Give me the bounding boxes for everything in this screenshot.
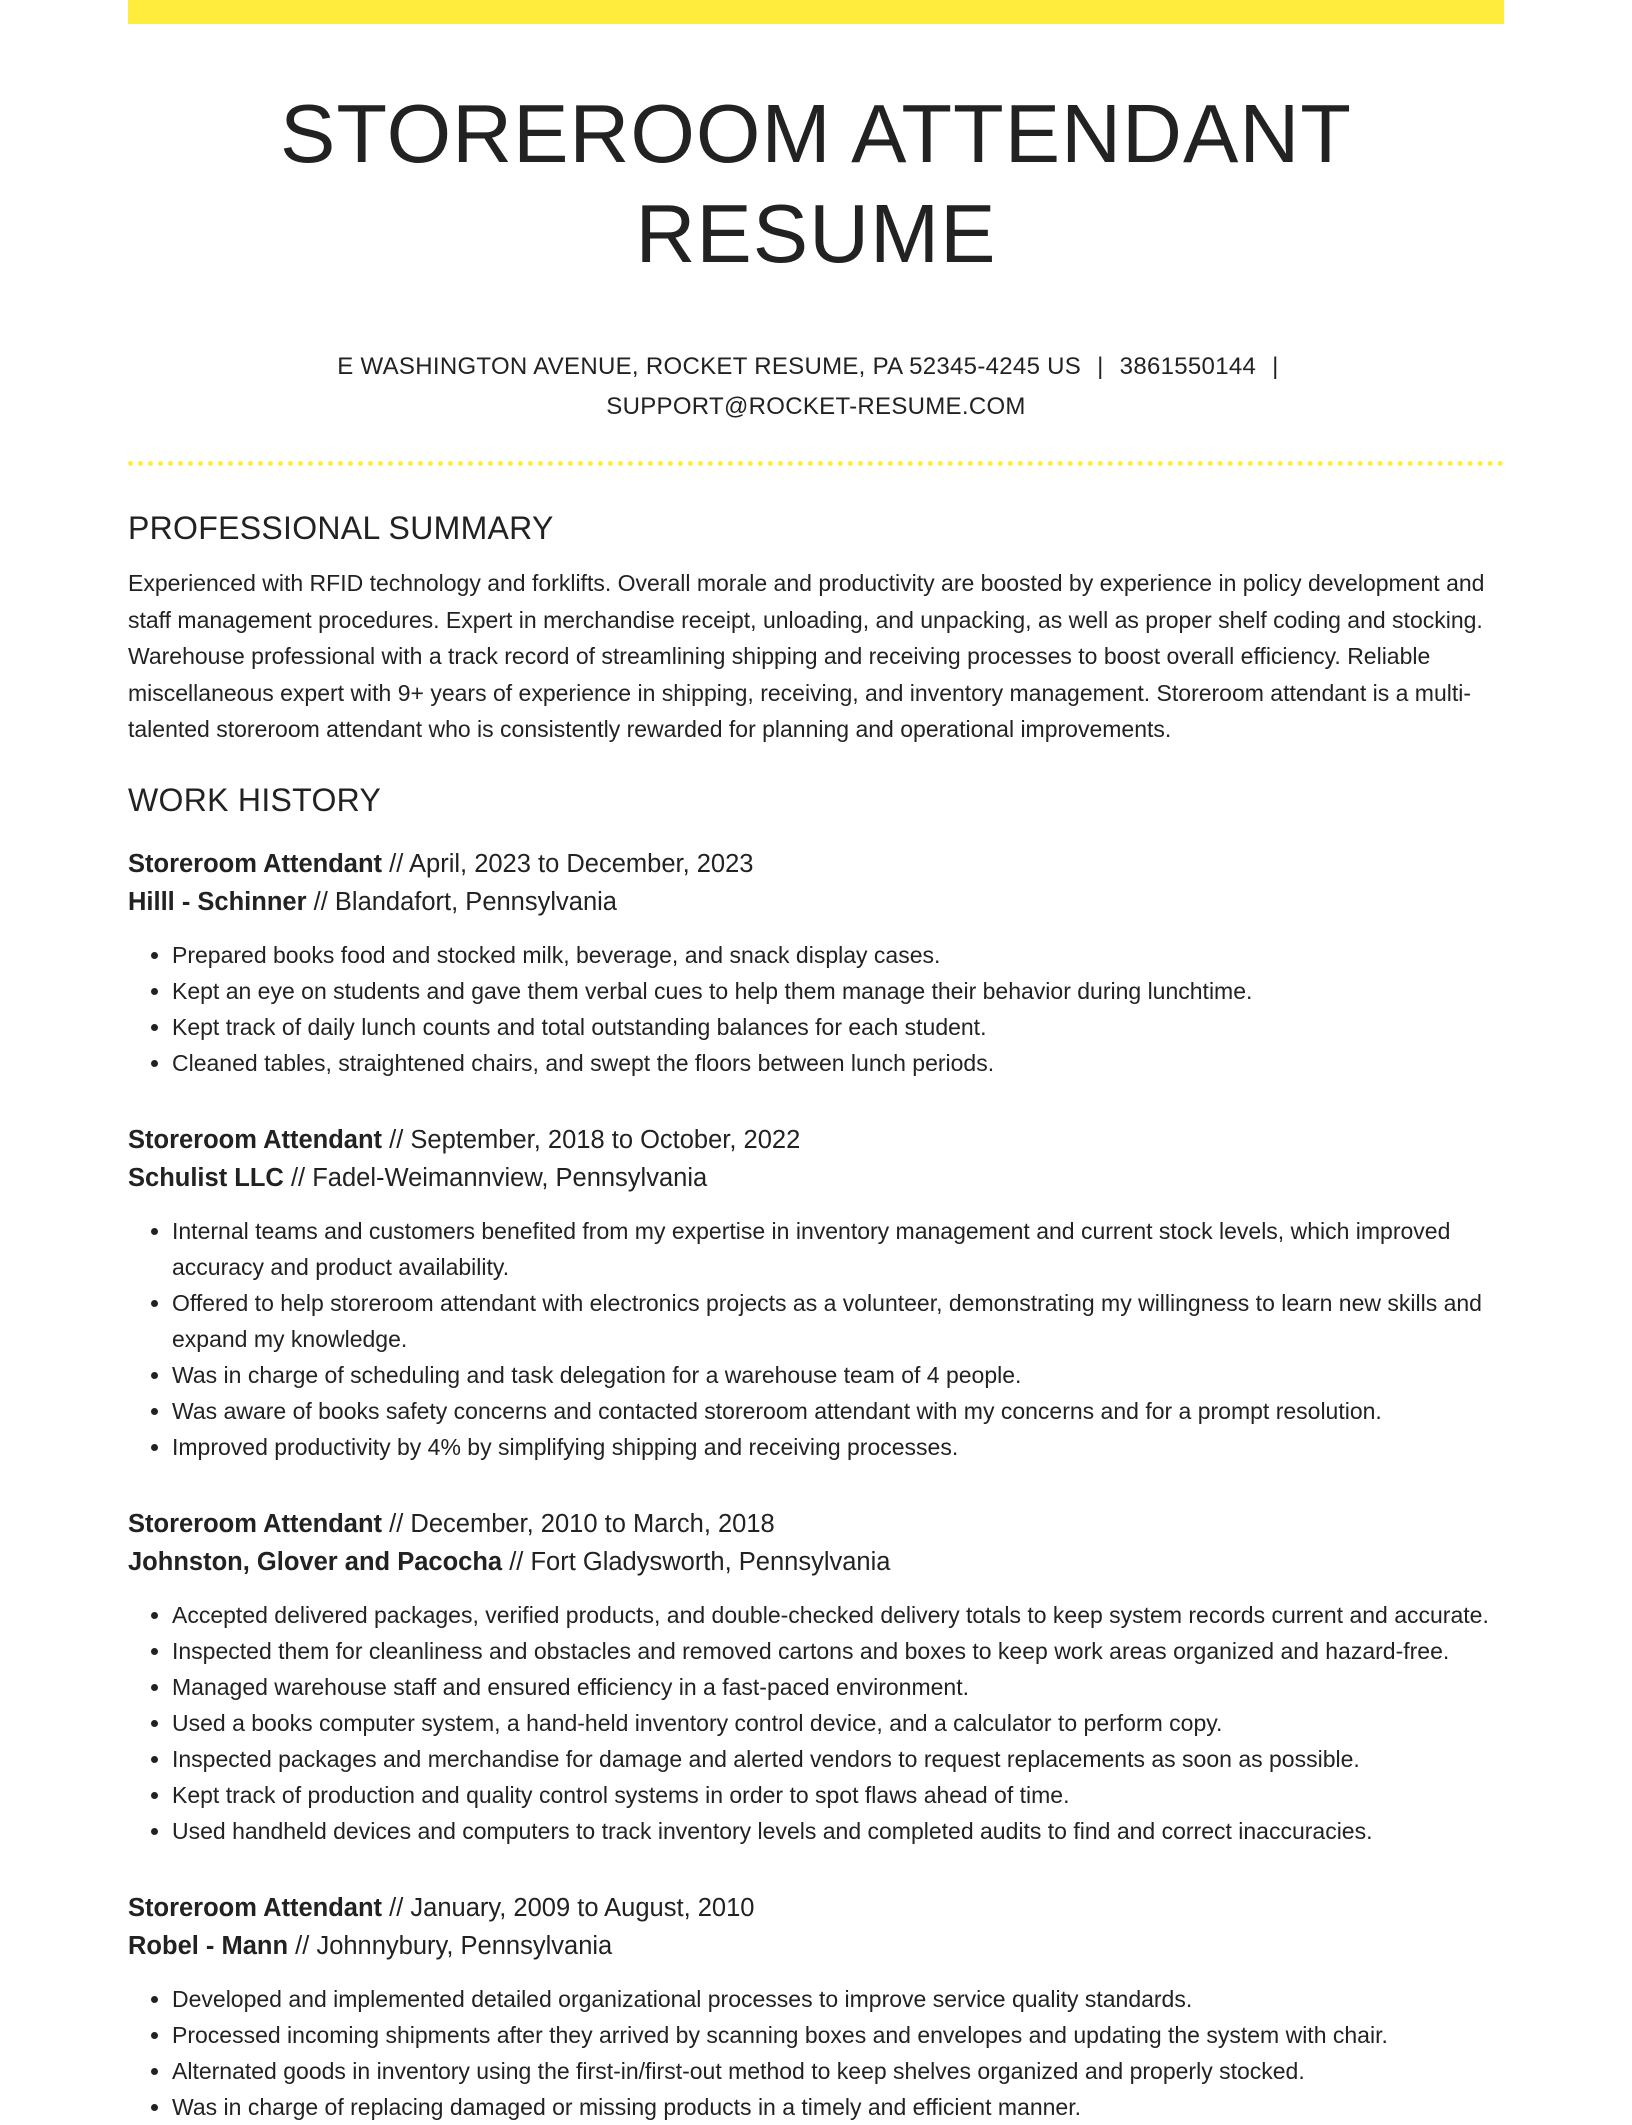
job-bullet: • Offered to help storeroom attendant with electronics projects as a volunteer, demonstrating my willingness to learn new skills and expand my knowledge. <box>172 1285 1504 1357</box>
divider: // <box>389 1893 404 1922</box>
job-bullet: • Developed and implemented detailed organizational processes to improve service quality standards. <box>172 1981 1504 2017</box>
summary-heading: PROFESSIONAL SUMMARY <box>128 510 554 547</box>
divider: // <box>389 1125 404 1154</box>
job-title-line <box>128 1889 1504 1927</box>
job-title: Storeroom Attendant <box>128 1893 383 1922</box>
job-bullet: • Kept track of daily lunch counts and total outstanding balances for each student. <box>172 1009 1504 1045</box>
job-bullet: • Kept track of production and quality control systems in order to spot flaws ahead of time. <box>172 1777 1504 1813</box>
divider: // <box>389 849 404 878</box>
job-entry <box>128 1121 1504 1465</box>
job-title: Storeroom Attendant <box>128 1125 383 1154</box>
job-location: Johnnybury, Pennsylvania <box>316 1931 613 1960</box>
job-dates: April, 2023 to December, 2023 <box>409 849 754 878</box>
job-bullet: • Internal teams and customers benefited from my expertise in inventory management and current stock levels, which improved accuracy and product availability. <box>172 1213 1504 1285</box>
job-title-line <box>128 1121 1504 1159</box>
job-location: Blandafort, Pennsylvania <box>334 887 617 916</box>
job-company-line <box>128 1927 1504 1965</box>
job-bullet: • Used a books computer system, a hand-held inventory control device, and a calculator to perform copy. <box>172 1705 1504 1741</box>
job-dates: January, 2009 to August, 2010 <box>410 1893 755 1922</box>
job-company-line <box>128 1543 1504 1581</box>
job-bullet: • Processed incoming shipments after they arrived by scanning boxes and envelopes and updating the system with chair. <box>172 2017 1504 2053</box>
job-bullet: • Inspected packages and merchandise for damage and alerted vendors to request replacements as soon as possible. <box>172 1741 1504 1777</box>
job-bullet: • Cleaned tables, straightened chairs, and swept the floors between lunch periods. <box>172 1045 1504 1081</box>
job-bullet: • Kept an eye on students and gave them verbal cues to help them manage their behavior during lunchtime. <box>172 973 1504 1009</box>
company-name: Schulist LLC <box>128 1163 284 1192</box>
job-bullet: • Inspected them for cleanliness and obstacles and removed cartons and boxes to keep work areas organized and hazard-free. <box>172 1633 1504 1669</box>
job-title-line <box>128 1505 1504 1543</box>
contact-line-1 <box>128 347 1504 387</box>
job-bullet: • Was aware of books safety concerns and contacted storeroom attendant with my concerns and for a prompt resolution. <box>172 1393 1504 1429</box>
contact-info <box>128 347 1504 427</box>
job-title: Storeroom Attendant <box>128 1509 383 1538</box>
job-bullet: • Accepted delivered packages, verified products, and double-checked delivery totals to keep system records current and accurate. <box>172 1597 1504 1633</box>
address: E WASHINGTON AVENUE, ROCKET RESUME, PA 52345-4245 US <box>337 353 1082 381</box>
job-bullet: • Was in charge of replacing damaged or missing products in a timely and efficient manner. <box>172 2089 1504 2125</box>
summary-text: Experienced with RFID technology and forklifts. Overall morale and productivity are boosted by experience in policy development and staff management procedures. Expert in merchandise receipt, unloading, and unpacking, as well as proper shelf coding and stocking. Warehouse professional with a track record of streamlining shipping and receiving processes to boost overall efficiency. Reliable miscellaneous expert with 9+ years of experience in shipping, receiving, and inventory management. Storeroom attendant is a multi-talented storeroom attendant who is consistently rewarded for planning and operational improvements. <box>128 570 1485 743</box>
job-bullet: • Was in charge of scheduling and task delegation for a warehouse team of 4 people. <box>172 1357 1504 1393</box>
job-bullets <box>128 1597 1504 1849</box>
divider: // <box>389 1509 404 1538</box>
job-title-line <box>128 845 1504 883</box>
resume-title: STOREROOM ATTENDANT RESUME <box>280 87 1352 280</box>
contact-line-2 <box>128 387 1504 427</box>
company-name: Johnston, Glover and Pacocha <box>128 1547 503 1576</box>
company-name: Robel - Mann <box>128 1931 289 1960</box>
job-company-line <box>128 1159 1504 1197</box>
job-bullet: • Alternated goods in inventory using the first-in/first-out method to keep shelves organized and properly stocked. <box>172 2053 1504 2089</box>
divider: // <box>290 1163 306 1192</box>
job-dates: September, 2018 to October, 2022 <box>410 1125 801 1154</box>
job-bullets <box>128 1981 1504 2125</box>
job-bullets <box>128 937 1504 1081</box>
job-bullet: • Managed warehouse staff and ensured efficiency in a fast-paced environment. <box>172 1669 1504 1705</box>
job-bullet: • Used handheld devices and computers to track inventory levels and completed audits to find and correct inaccuracies. <box>172 1813 1504 1849</box>
divider: // <box>509 1547 524 1576</box>
job-entry <box>128 1505 1504 1849</box>
contact-separator: | <box>1272 353 1279 381</box>
phone: 3861550144 <box>1119 353 1257 381</box>
job-company-line <box>128 883 1504 921</box>
email: SUPPORT@ROCKET-RESUME.COM <box>606 393 1026 421</box>
job-entry <box>128 1889 1504 2125</box>
resume-page <box>128 0 1504 2125</box>
job-location: Fadel-Weimannview, Pennsylvania <box>312 1163 708 1192</box>
dotted-divider <box>128 461 1504 466</box>
work-history-heading: WORK HISTORY <box>128 781 382 818</box>
job-entry <box>128 845 1504 1081</box>
divider: // <box>313 887 328 916</box>
job-title: Storeroom Attendant <box>128 849 383 878</box>
divider: // <box>295 1931 310 1960</box>
top-accent-bar <box>128 0 1504 24</box>
job-location: Fort Gladysworth, Pennsylvania <box>530 1547 891 1576</box>
job-list <box>128 845 1504 2125</box>
contact-separator: | <box>1097 353 1104 381</box>
job-bullet: • Improved productivity by 4% by simplifying shipping and receiving processes. <box>172 1429 1504 1465</box>
company-name: Hilll - Schinner <box>128 887 307 916</box>
job-dates: December, 2010 to March, 2018 <box>410 1509 775 1538</box>
job-bullet: • Prepared books food and stocked milk, beverage, and snack display cases. <box>172 937 1504 973</box>
job-bullets <box>128 1213 1504 1465</box>
